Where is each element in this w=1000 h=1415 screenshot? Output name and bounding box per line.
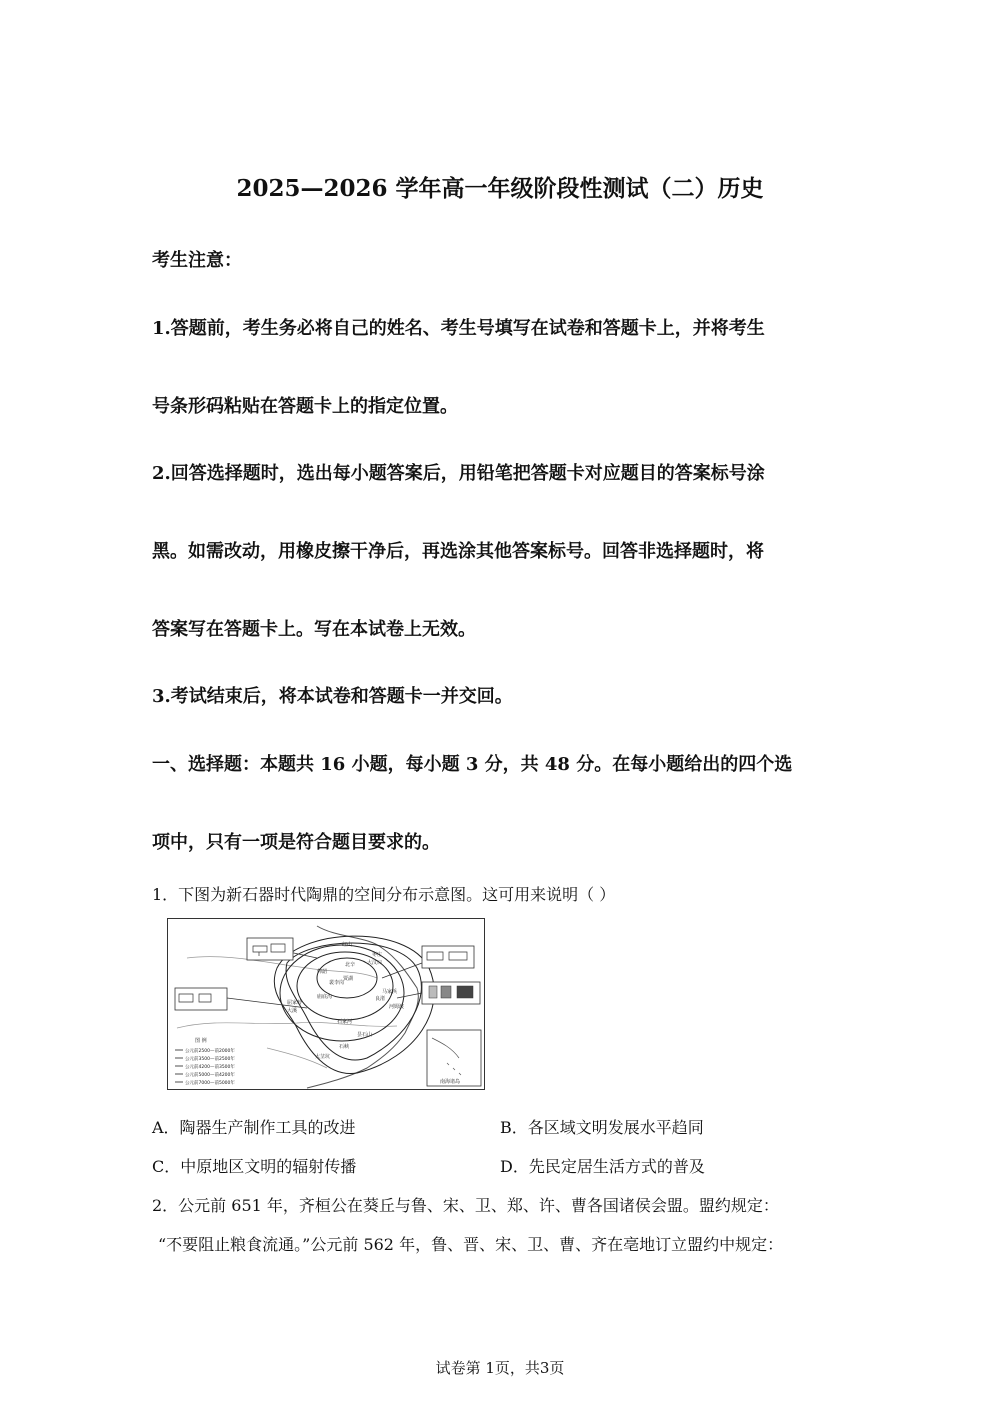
page-footer: 试卷第 1页，共3页: [435, 1359, 565, 1377]
place-label: 昙石山: [357, 1032, 373, 1038]
legend-item: 公元前7000—前5000年: [185, 1081, 235, 1086]
legend-item: 公元前4200—前3500年: [185, 1065, 235, 1070]
notice-item-3: 3.考试结束后，将本试卷和答题卡一并交回。: [152, 686, 513, 707]
question-1-option-a[interactable]: A．陶器生产制作工具的改进: [152, 1118, 356, 1137]
legend-item: 公元前3500—前2500年: [185, 1057, 235, 1062]
place-label: 石家河: [337, 1019, 353, 1025]
place-label: 石峡: [339, 1044, 350, 1050]
place-label: 良渚: [375, 996, 386, 1002]
notice-item-1-line-1: 1.答题前，考生务必将自己的姓名、考生号填写在试卷和答题卡上，并将考生: [152, 318, 765, 339]
place-label: 仰韶: [317, 969, 328, 975]
inset-label: 南海诸岛: [440, 1079, 461, 1085]
section-heading-line-1: 一、选择题：本题共 16 小题，每小题 3 分，共 48 分。在每小题给出的四个选: [152, 754, 793, 775]
legend-item: 公元前2500—前2000年: [185, 1049, 235, 1054]
place-label: 裴李岗: [329, 980, 345, 986]
place-label: 枣庄: [372, 952, 383, 958]
pottery-image-box-top-right: [422, 946, 474, 968]
place-label: 马家浜: [382, 989, 398, 995]
legend-item: 公元前5000—前4200年: [185, 1073, 235, 1078]
place-label: 庙底沟: [317, 994, 333, 1000]
place-label: 贾湖: [343, 976, 354, 982]
legend-title: 图 例: [195, 1038, 207, 1044]
notice-item-2-line-1: 2.回答选择题时，选出每小题答案后，用铅笔把答题卡对应题目的答案标号涂: [152, 463, 765, 484]
notice-item-2-line-3: 答案写在答题卡上。写在本试卷上无效。: [152, 619, 476, 640]
section-heading-line-2: 项中，只有一项是符合题目要求的。: [152, 832, 440, 853]
place-label: 屈家岭: [287, 1000, 303, 1006]
question-1-option-c[interactable]: C．中原地区文明的辐射传播: [152, 1157, 357, 1176]
place-label: 红山: [342, 942, 353, 948]
pottery-image-box-top-left: [247, 938, 293, 960]
place-label: 大溪: [287, 1008, 298, 1014]
pottery-image-box-right: [422, 982, 480, 1004]
exam-title: 2025—2026 学年高一年级阶段性测试（二）历史: [236, 175, 764, 202]
question-2-line-2: “不要阻止粮食流通。”公元前 562 年，鲁、晋、宋、卫、曹、齐在亳地订立盟约中规定：: [158, 1235, 784, 1254]
place-label: 大汶口: [367, 960, 383, 966]
question-1-stem: 1．下图为新石器时代陶鼎的空间分布示意图。这可用来说明（ ）: [152, 885, 616, 904]
question-1-option-d[interactable]: D．先民定居生活方式的普及: [500, 1157, 705, 1176]
notice-item-2-line-2: 黑。如需改动，用橡皮擦干净后，再选涂其他答案标号。回答非选择题时，将: [152, 541, 764, 562]
notice-heading: 考生注意：: [152, 250, 242, 271]
place-label: 河姆渡: [389, 1004, 405, 1010]
pottery-ding-distribution-map: [167, 918, 485, 1090]
south-china-sea-inset: [427, 1030, 481, 1086]
place-label: 北辛: [345, 962, 356, 968]
pottery-image-box-left: [175, 988, 227, 1010]
question-2-line-1: 2．公元前 651 年，齐桓公在葵丘与鲁、宋、卫、郑、许、曹各国诸侯会盟。盟约规定：: [152, 1196, 779, 1215]
question-1-option-b[interactable]: B．各区域文明发展水平趋同: [500, 1118, 704, 1137]
notice-item-1-line-2: 号条形码粘贴在答题卡上的指定位置。: [152, 396, 458, 417]
place-label: 大坌坑: [315, 1054, 331, 1060]
